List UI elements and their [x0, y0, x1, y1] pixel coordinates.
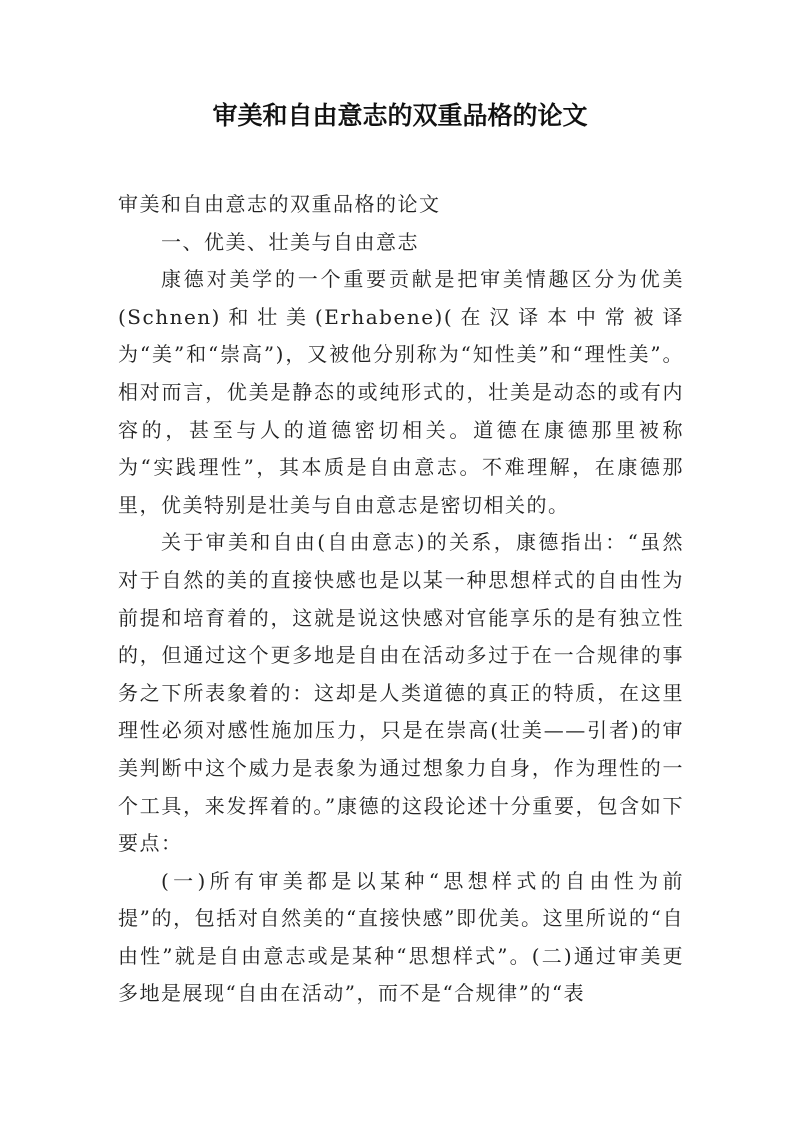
document-title: 审美和自由意志的双重品格的论文 — [212, 101, 588, 130]
section-heading: 一、优美、壮美与自由意志 — [161, 229, 419, 254]
paragraph: 康德对美学的一个重要贡献是把审美情趣区分为优美(Schnen)和壮美(Erhabene)(在汉译本中常被译为“美”和“崇高”)，又被他分别称为“知性美”和“理性美”。相对而言，优美是静态的或纯形式的，壮美是动态的或有内容的，甚至与人的道德密切相关。道德在康德那里被称为“实践理性”，其本质是自由意志。不难理解，在康德那里，优美特别是壮美与自由意志是密切相关的。 — [118, 267, 684, 517]
document-body — [118, 186, 684, 1013]
paragraph: 关于审美和自由(自由意志)的关系，康德指出：“虽然对于自然的美的直接快感也是以某一种思想样式的自由性为前提和培育着的，这就是说这快感对官能享乐的是有独立性的，但通过这个更多地是自由在活动多过于在一合规律的事务之下所表象着的：这却是人类道德的真正的特质，在这里理性必须对感性施加压力，只是在崇高(壮美——引者)的审美判断中这个威力是表象为通过想象力自身，作为理性的一个工具，来发挥着的。”康德的这段论述十分重要，包含如下要点： — [118, 530, 684, 856]
paragraph: (一)所有审美都是以某种“思想样式的自由性为前提”的，包括对自然美的“直接快感”即优美。这里所说的“自由性”就是自由意志或是某种“思想样式”。(二)通过审美更多地是展现“自由在活动”，而不是“合规律”的“表 — [118, 868, 684, 1006]
paragraph-repeated-title: 审美和自由意志的双重品格的论文 — [118, 192, 441, 216]
